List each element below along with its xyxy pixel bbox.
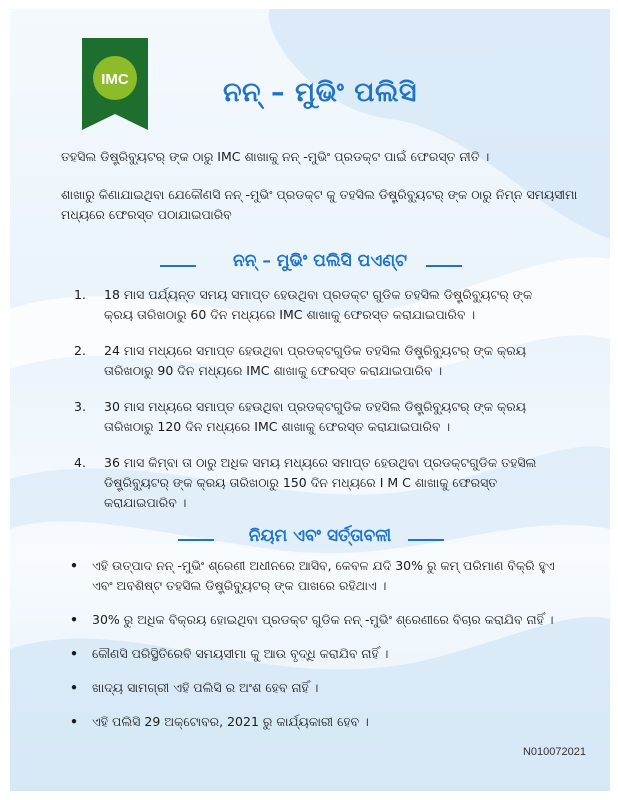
item-text: 24 ମାସ ମଧ୍ୟରେ ସମାପ୍ତ ହେଉଥିବା ପ୍ରଡକ୍ଟଗୁଡିକ ତହସିଲ ଡିଷ୍ଟ୍ରିବ୍ୟୁଟର୍ ଙ୍କ କ୍ରୟ ତାରିଖଠାରୁ 90 ଦିନ ମଧ୍ୟରେ IMC ଶାଖାକୁ ଫେରସ୍ତ କରାଯାଇପାରିବ ।: [104, 343, 527, 378]
item-text: 36 ମାସ କିମ୍ବା ତା ଠାରୁ ଅଧିକ ସମୟ ମଧ୍ୟରେ ସମାପ୍ତ ହେଉଥିବା ପ୍ରଡକ୍ଟଗୁଡିକ ତହସିଲ ଡିଷ୍ଟ୍ରିବ୍ୟୁଟର୍ ଙ୍କ କ୍ରୟ ତାରିଖଠାରୁ 150 ଦିନ ମଧ୍ୟରେ I M C ଶାଖାକୁ ଫେରସ୍ତ କରାଯାଇପାରିବ ।: [104, 455, 537, 510]
policy-poster: [10, 9, 610, 791]
item-text: କୌଣସି ପରିସ୍ଥିତିରେବି ସମୟସୀମା କୁ ଆଉ ବୃଦ୍ଧି କରାଯିବ ନାହିଁ ।: [92, 646, 389, 661]
divider-right-2: [408, 539, 444, 541]
item-number: 2.: [74, 343, 86, 358]
document-code: N010072021: [522, 746, 586, 758]
list-item: [70, 644, 560, 664]
list-item: [74, 341, 556, 381]
list-item: [74, 397, 556, 437]
bullet-icon: •: [70, 680, 78, 695]
bullet-icon: •: [70, 612, 78, 627]
item-text: ଏହି ପଲିସି 29 ଅକ୍ଟୋବର, 2021 ରୁ କାର୍ଯ୍ୟକାରୀ ହେବ ।: [92, 714, 369, 729]
list-item: [74, 453, 556, 513]
intro-line-2: ଶାଖାରୁ କିଣାଯାଇଥିବା ଯେକୌଣସି ନନ୍ -ମୁଭିଂ ପ୍ରଡକ୍ଟ କୁ ତହସିଲ ଡିଷ୍ଟ୍ରିବ୍ୟୁଟର୍ ଙ୍କ ଠାରୁ ନିମ୍ନ ସମୟସୀମା ମଧ୍ୟରେ ଫେରସ୍ତ ପଠାଯାଇପାରିବ: [61, 187, 578, 222]
terms-list: [70, 556, 560, 746]
item-number: 1.: [74, 287, 86, 302]
list-item: [70, 556, 560, 596]
policy-points-heading: ନନ୍ – ମୁଭିଂ ପଲିସି ପଏଣ୍ଟ: [233, 251, 407, 271]
page-title: ନନ୍ – ମୁଭିଂ ପଲିସି: [222, 77, 418, 108]
item-text: 30% ରୁ ଅଧିକ ବିକ୍ରୟ ହୋଇଥିବା ପ୍ରଡକ୍ଟ ଗୁଡିକ ନନ୍ -ମୁଭିଂ ଶ୍ରେଣୀରେ ବିଚାର କରାଯିବ ନାହିଁ ।: [92, 612, 554, 627]
bullet-icon: •: [70, 714, 78, 729]
item-text: 18 ମାସ ପର୍ଯ୍ୟନ୍ତ ସମୟ ସମାପ୍ତ ହେଉଥିବା ପ୍ରଡକ୍ଟ ଗୁଡିକ ତହସିଲ ଡିଷ୍ଟ୍ରିବ୍ୟୁଟର୍ ଙ୍କ କ୍ରୟ ତାରିଖଠାରୁ 60 ଦିନ ମଧ୍ୟରେ IMC ଶାଖାକୁ ଫେରସ୍ତ କରାଯାଇପାରିବ ।: [104, 287, 533, 322]
policy-points-list: [74, 285, 556, 529]
intro-line-1: ତହସିଲ ଡିଷ୍ଟ୍ରିବ୍ୟୁଟର୍ ଙ୍କ ଠାରୁ IMC ଶାଖାକୁ ନନ୍ -ମୁଭିଂ ପ୍ରଡକ୍ଟ ପାଇଁ ଫେରସ୍ତ ନୀତି ।: [61, 149, 490, 164]
divider-left-1: [160, 265, 196, 267]
divider-right-1: [426, 265, 462, 267]
item-number: 3.: [74, 399, 86, 414]
item-text: 30 ମାସ ମଧ୍ୟରେ ସମାପ୍ତ ହେଉଥିବା ପ୍ରଡକ୍ଟଗୁଡିକ ତହସିଲ ଡିଷ୍ଟ୍ରିବ୍ୟୁଟର୍ ଙ୍କ କ୍ରୟ ତାରିଖଠାରୁ 120 ଦିନ ମଧ୍ୟରେ IMC ଶାଖାକୁ ଫେରସ୍ତ କରାଯାଇପାରିବ ।: [104, 399, 527, 434]
item-number: 4.: [74, 455, 86, 470]
bullet-icon: •: [70, 646, 78, 661]
list-item: [70, 610, 560, 630]
list-item: [70, 678, 560, 698]
list-item: [70, 712, 560, 732]
item-text: ଖାଦ୍ୟ ସାମଗ୍ରୀ ଏହି ପଲିସି ର ଅଂଶ ହେବ ନାହିଁ ।: [92, 680, 319, 695]
terms-heading: ନିୟମ ଏବଂ ସର୍ତ୍ତାବଳୀ: [248, 526, 392, 546]
imc-logo: [82, 38, 148, 130]
item-text: ଏହି ଉତ୍ପାଦ ନନ୍ -ମୁଭିଂ ଶ୍ରେଣୀ ଅଧୀନରେ ଆସିବ, କେବଳ ଯଦି 30% ରୁ କମ୍ ପରିମାଣ ବିକ୍ରି ହୁଏ ଏବଂ ଅବଶିଷ୍ଟ ତହସିଲ ଡିଷ୍ଟ୍ରିବ୍ୟୁଟର୍ ଙ୍କ ପାଖରେ ରହିଥାଏ ।: [92, 558, 555, 593]
list-item: [74, 285, 556, 325]
logo-text: IMC: [101, 71, 129, 88]
bullet-icon: •: [70, 558, 78, 573]
